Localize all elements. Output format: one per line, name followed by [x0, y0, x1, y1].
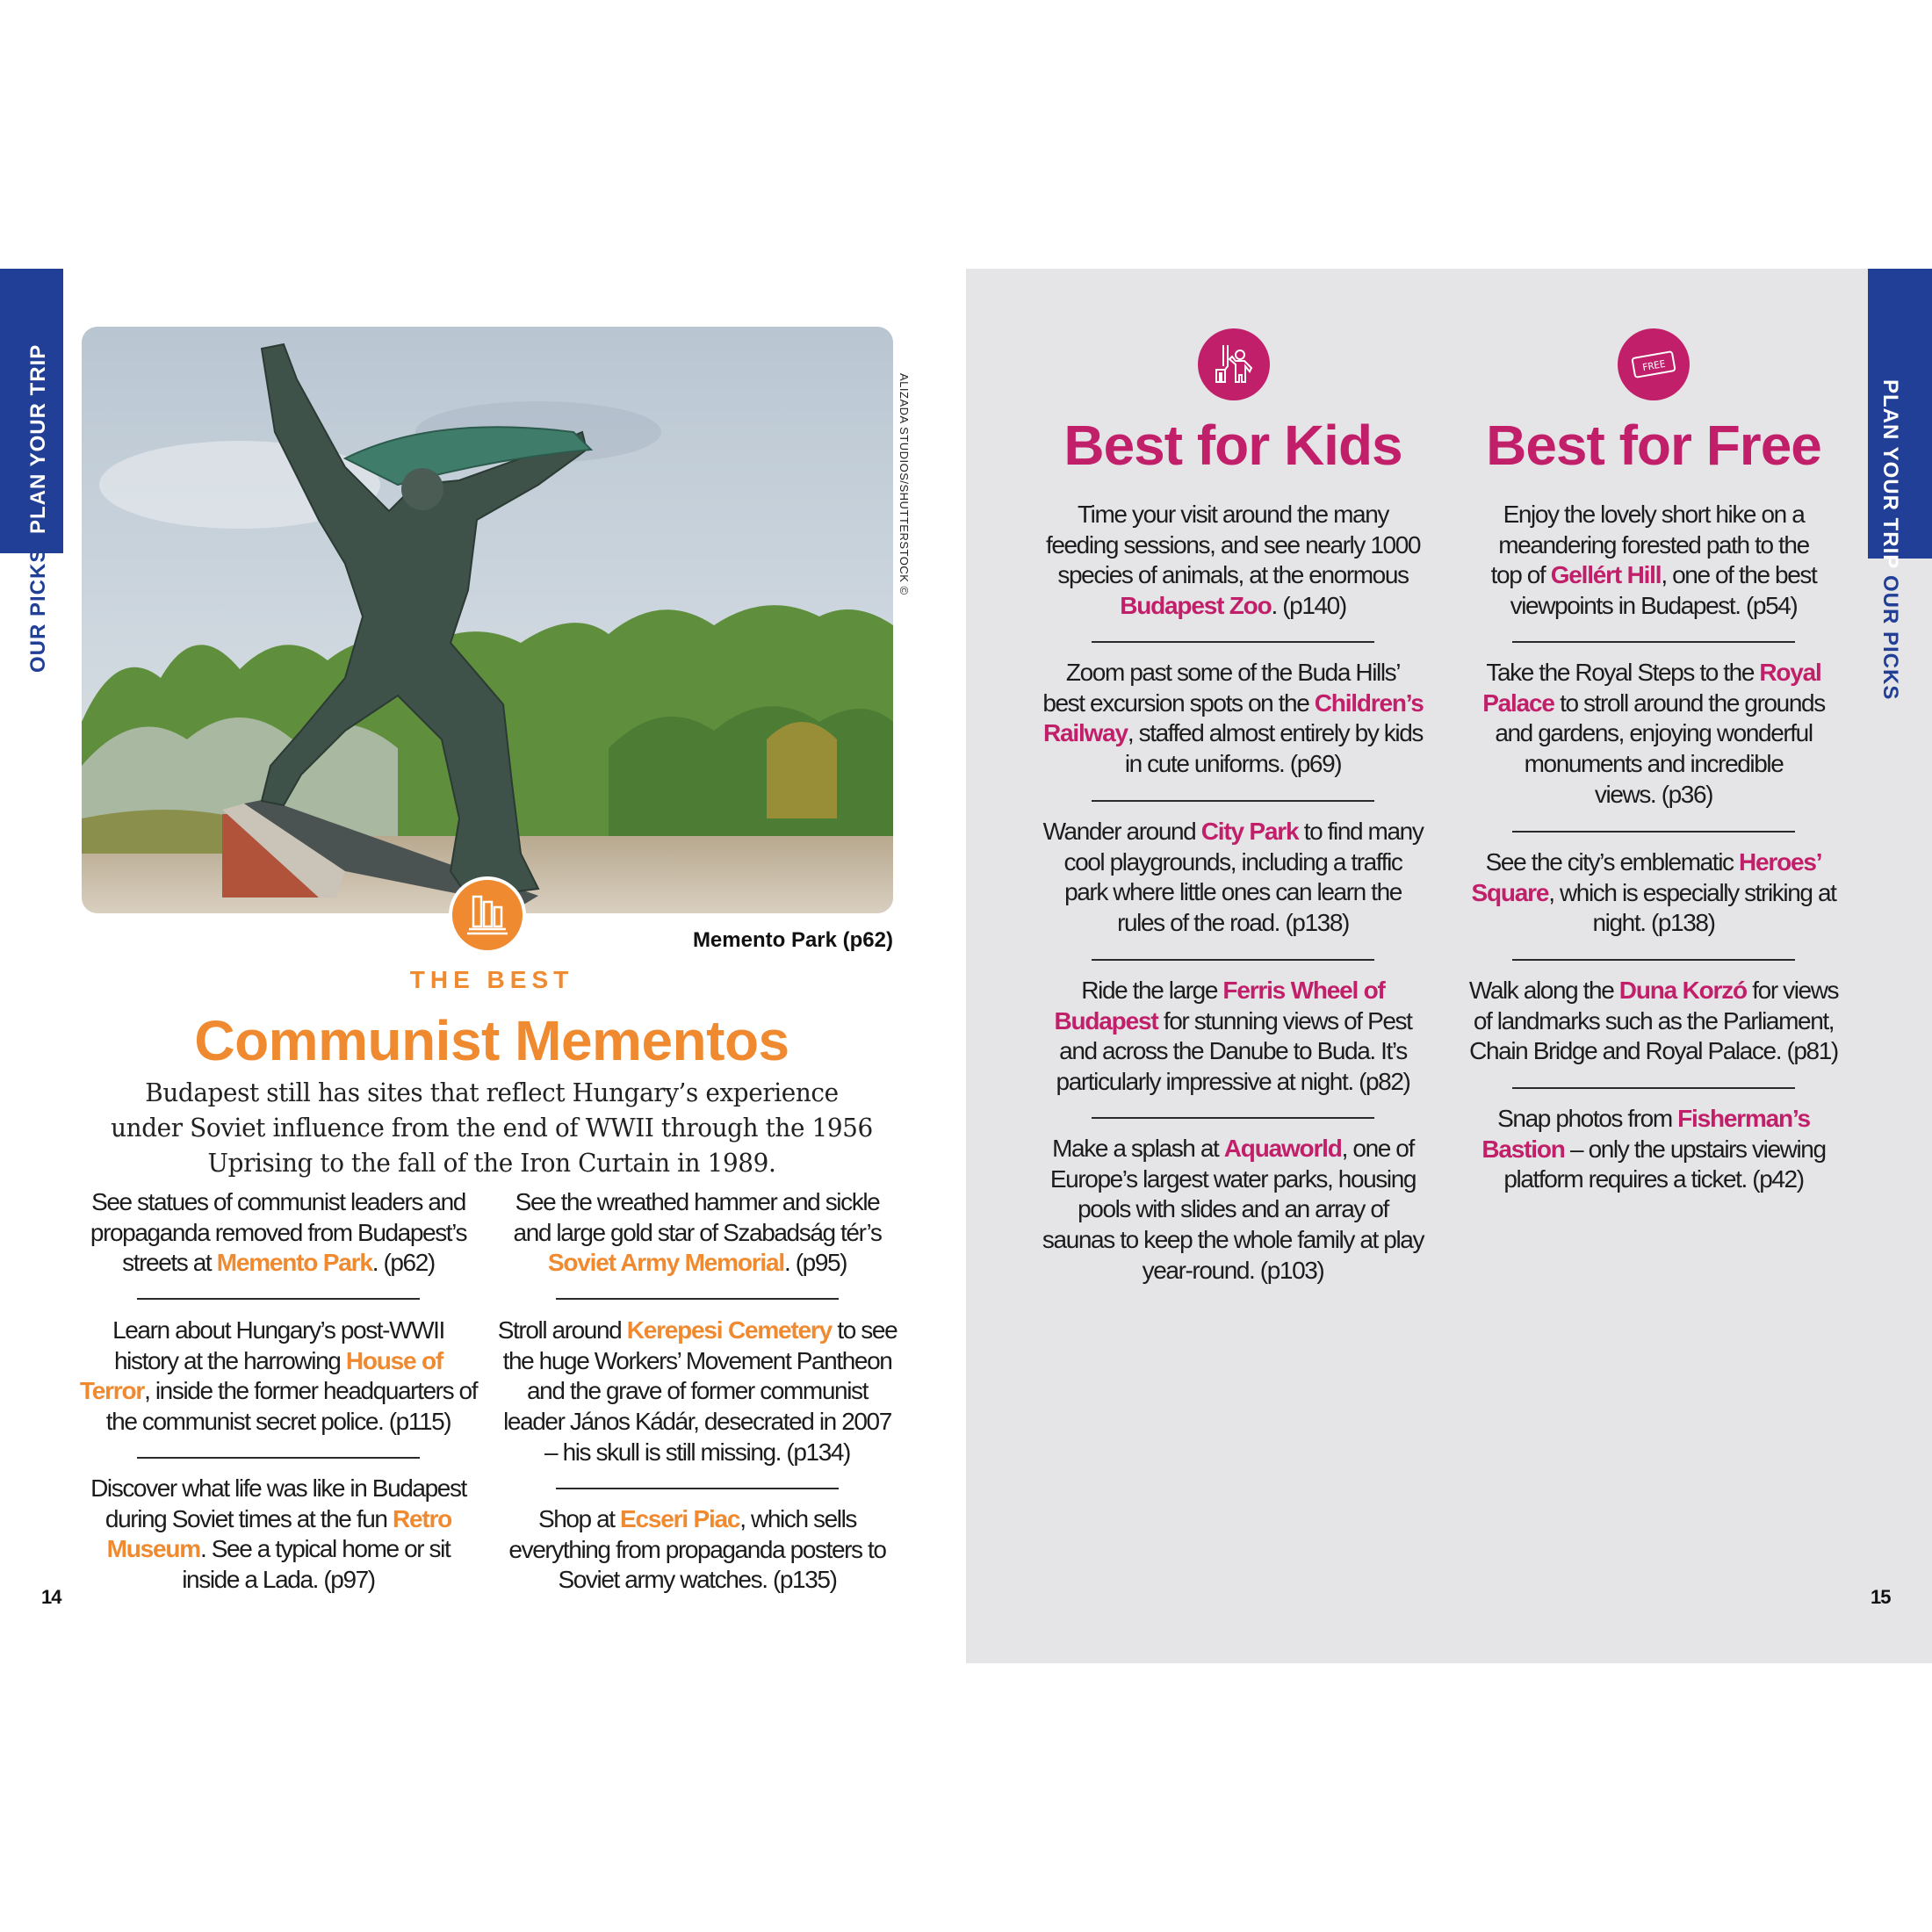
photo-credit: ALIZADA STUDIOS/SHUTTERSTOCK © [898, 373, 911, 595]
item-line [491, 1504, 904, 1535]
item-line [76, 1407, 480, 1438]
item-line [1027, 1134, 1439, 1164]
item-text: meandering forested path to the [1498, 530, 1809, 559]
place-link[interactable]: Retro [392, 1504, 452, 1532]
place-link[interactable]: City Park [1200, 818, 1299, 845]
item-text: , staffed almost entirely by kids [1127, 719, 1423, 747]
list-item [76, 1474, 480, 1596]
intro-paragraph [70, 1075, 913, 1180]
place-link[interactable]: Terror [79, 1377, 145, 1405]
item-text: Enjoy the lovely short hike on a [1503, 501, 1805, 528]
right-page-background [966, 269, 1932, 1663]
place-link[interactable]: Museum [106, 1535, 200, 1563]
item-line [1447, 688, 1860, 719]
place-link[interactable]: Fisherman’s [1677, 1105, 1810, 1132]
item-text: . (p95) [783, 1249, 847, 1277]
free-ticket-icon [1629, 347, 1678, 382]
item-line [1447, 878, 1860, 909]
place-link[interactable]: Memento Park [216, 1249, 372, 1277]
item-line [491, 1535, 904, 1566]
item-line [1447, 1135, 1860, 1165]
child-playground-icon [1209, 340, 1258, 389]
item-text: species of animals, at the enormous [1057, 561, 1409, 589]
item-text: Time your visit around the many [1078, 501, 1388, 528]
list-item [76, 1187, 480, 1279]
place-link[interactable]: Railway [1042, 719, 1128, 747]
item-text: the huge Workers’ Movement Pantheon [502, 1346, 892, 1374]
monument-icon [466, 893, 508, 937]
intro-line: under Soviet influence from the end of WWII through the 1956 [111, 1113, 873, 1143]
item-text: rules of the road. (p138) [1117, 909, 1349, 937]
item-text: during Soviet times at the fun [105, 1504, 393, 1532]
list-item [76, 1316, 480, 1438]
item-line [1447, 500, 1860, 530]
list-item [1027, 817, 1439, 939]
item-line [1447, 780, 1860, 811]
place-link[interactable]: Kerepesi Cemetery [626, 1316, 832, 1344]
list-item [1447, 1104, 1860, 1195]
item-text: See the wreathed hammer and sickle [515, 1188, 880, 1215]
free-title: Best for Free [1486, 414, 1821, 477]
item-line [491, 1438, 904, 1468]
item-text: , which sells [739, 1505, 857, 1532]
item-text: Shop at [537, 1505, 621, 1532]
item-text: , inside the former headquarters of [144, 1377, 478, 1405]
item-line [1447, 1104, 1860, 1135]
item-line [76, 1534, 480, 1565]
item-divider [137, 1457, 420, 1459]
item-line [1027, 500, 1439, 530]
item-divider [556, 1298, 839, 1300]
item-text: and across the Danube to Buda. It’s [1059, 1037, 1407, 1065]
page-title: Communist Mementos [194, 1009, 789, 1072]
statue-photo-illustration [82, 327, 893, 913]
item-line [1447, 847, 1860, 878]
item-line [76, 1376, 480, 1407]
item-text: and large gold star of Szabadság tér’s [513, 1218, 882, 1246]
item-text: See the city’s emblematic [1485, 848, 1739, 876]
item-text: . (p140) [1271, 592, 1346, 620]
item-text: best excursion spots on the [1042, 688, 1315, 717]
item-text: night. (p138) [1592, 909, 1715, 937]
item-text: See statues of communist leaders and [91, 1188, 465, 1215]
item-line [491, 1565, 904, 1596]
item-line [1447, 658, 1860, 688]
list-item [1447, 976, 1860, 1067]
item-line [1027, 1194, 1439, 1225]
item-divider [1092, 959, 1374, 961]
item-line [1447, 976, 1860, 1006]
list-item [1027, 658, 1439, 780]
item-line [1027, 817, 1439, 847]
item-text: , one of [1341, 1135, 1414, 1162]
item-line [1027, 1164, 1439, 1195]
item-line [1447, 560, 1860, 591]
item-text: , one of the best [1661, 561, 1817, 589]
item-text: feeding sessions, and see nearly 1000 [1045, 530, 1421, 559]
item-line [76, 1187, 480, 1218]
item-divider [1512, 1087, 1795, 1089]
place-link[interactable]: Children’s [1314, 688, 1424, 717]
place-link[interactable]: Ecseri Piac [620, 1505, 740, 1532]
item-line [1027, 1006, 1439, 1037]
item-divider [1512, 831, 1795, 833]
item-line [1447, 1036, 1860, 1067]
item-text: Zoom past some of the Buda Hills’ [1065, 659, 1401, 686]
item-text: views. (p36) [1594, 780, 1713, 808]
item-line [1027, 560, 1439, 591]
intro-line: Budapest still has sites that reflect Hungary’s experience [145, 1078, 839, 1107]
place-link[interactable]: Budapest Zoo [1120, 592, 1272, 620]
item-line [76, 1346, 480, 1377]
item-text: Walk along the [1468, 977, 1619, 1004]
place-link[interactable]: Bastion [1481, 1135, 1565, 1163]
item-text: leader János Kádár, desecrated in 2007 [503, 1408, 891, 1436]
item-line [76, 1248, 480, 1279]
item-text: viewpoints in Budapest. (p54) [1510, 592, 1798, 620]
item-text: and gardens, enjoying wonderful [1495, 719, 1813, 747]
item-line [1027, 1067, 1439, 1098]
item-line [1027, 1225, 1439, 1256]
item-text: inside a Lada. (p97) [182, 1566, 375, 1594]
free-icon-text: FREE [1641, 357, 1667, 374]
item-text: particularly impressive at night. (p82) [1056, 1068, 1410, 1096]
item-line [491, 1218, 904, 1249]
free-badge [1618, 328, 1690, 400]
item-text: , which is especially striking at [1548, 878, 1836, 906]
place-link[interactable]: Duna Korzó [1618, 977, 1747, 1004]
item-line [1027, 688, 1439, 719]
item-text: Ride the large [1081, 977, 1223, 1004]
left-tab-subsection-label: OUR PICKS [26, 547, 50, 673]
place-link[interactable]: Aquaworld [1223, 1135, 1342, 1162]
place-link[interactable]: House of [345, 1346, 443, 1374]
place-link[interactable]: Heroes’ [1739, 848, 1822, 876]
item-line [1027, 530, 1439, 561]
item-line [1447, 1164, 1860, 1195]
item-line [1447, 718, 1860, 749]
place-link[interactable]: Gellért Hill [1550, 561, 1662, 589]
item-text: park where little ones can learn the [1064, 878, 1402, 906]
item-line [1027, 749, 1439, 780]
list-item [1447, 500, 1860, 622]
list-item [1447, 847, 1860, 939]
item-text: everything from propaganda posters to [508, 1535, 886, 1563]
place-link[interactable]: Budapest [1054, 1006, 1158, 1034]
item-divider [137, 1298, 420, 1300]
item-text: – his skull is still missing. (p134) [544, 1438, 850, 1466]
item-text: saunas to keep the whole family at play [1042, 1226, 1424, 1254]
item-text: for stunning views of Pest [1157, 1006, 1412, 1034]
item-line [1447, 591, 1860, 622]
item-line [76, 1316, 480, 1346]
item-text: – only the upstairs viewing [1564, 1135, 1826, 1163]
item-text: Discover what life was like in Budapest [90, 1474, 466, 1502]
place-link[interactable]: Ferris Wheel of [1222, 977, 1385, 1004]
item-text: monuments and incredible [1524, 750, 1784, 778]
list-item [1027, 1134, 1439, 1286]
place-link[interactable]: Royal [1759, 659, 1821, 686]
item-text: and the grave of former communist [527, 1377, 868, 1405]
item-line [1027, 591, 1439, 622]
item-text: . See a typical home or sit [200, 1535, 451, 1563]
list-item [491, 1187, 904, 1279]
item-line [491, 1407, 904, 1438]
item-text: streets at [122, 1249, 217, 1277]
list-item [1027, 500, 1439, 622]
item-line [1447, 908, 1860, 939]
item-line [1027, 718, 1439, 749]
item-line [1027, 847, 1439, 878]
item-text: Wander around [1042, 818, 1201, 845]
item-line [76, 1474, 480, 1504]
item-divider [1092, 800, 1374, 802]
list-item [491, 1504, 904, 1596]
item-text: Snap photos from [1497, 1105, 1678, 1132]
list-item [491, 1316, 904, 1467]
place-link[interactable]: Square [1471, 878, 1549, 906]
item-text: Take the Royal Steps to the [1486, 659, 1760, 686]
left-tab-section-label: PLAN YOUR TRIP [26, 343, 50, 534]
item-divider [1512, 641, 1795, 643]
page-number-left: 14 [41, 1586, 61, 1608]
item-text: Stroll around [497, 1316, 627, 1344]
item-text: . (p62) [371, 1249, 435, 1277]
item-text: to see [831, 1316, 898, 1344]
item-line [76, 1218, 480, 1249]
item-line [1447, 1006, 1860, 1037]
item-text: propaganda removed from Budapest’s [90, 1218, 467, 1246]
item-text: Chain Bridge and Royal Palace. (p81) [1469, 1037, 1838, 1065]
item-text: Learn about Hungary’s post-WWII [112, 1316, 444, 1344]
item-line [76, 1565, 480, 1596]
right-tab-section-label: PLAN YOUR TRIP [1878, 379, 1902, 570]
item-text: cool playgrounds, including a traffic [1063, 847, 1402, 876]
kids-title: Best for Kids [1063, 414, 1402, 477]
item-line [491, 1346, 904, 1377]
place-link[interactable]: Palace [1482, 688, 1554, 717]
item-line [76, 1504, 480, 1535]
intro-line: Uprising to the fall of the Iron Curtain in 1989. [207, 1148, 776, 1178]
item-text: to find many [1298, 818, 1424, 845]
item-text: Make a splash at [1052, 1135, 1224, 1162]
category-badge [449, 876, 526, 954]
right-tab-subsection-label: OUR PICKS [1878, 575, 1902, 701]
photo-caption: Memento Park (p62) [692, 928, 893, 952]
item-line [1027, 658, 1439, 688]
item-line [1447, 749, 1860, 780]
item-text: history at the harrowing [113, 1346, 346, 1374]
item-divider [1092, 641, 1374, 643]
item-divider [556, 1488, 839, 1489]
item-text: of landmarks such as the Parliament, [1473, 1006, 1835, 1034]
memento-park-photo [82, 327, 893, 913]
item-text: Europe’s largest water parks, housing [1049, 1164, 1417, 1193]
item-text: to stroll around the grounds [1554, 688, 1825, 717]
item-line [491, 1376, 904, 1407]
item-line [1027, 1036, 1439, 1067]
item-text: Soviet army watches. (p135) [558, 1566, 837, 1594]
place-link[interactable]: Soviet Army Memorial [547, 1249, 784, 1277]
item-text: the communist secret police. (p115) [105, 1408, 451, 1436]
item-divider [1512, 959, 1795, 961]
item-line [491, 1248, 904, 1279]
item-text: pools with slides and an array of [1078, 1195, 1388, 1223]
item-line [1027, 877, 1439, 908]
item-text: in cute uniforms. (p69) [1124, 750, 1342, 778]
item-text: top of [1490, 561, 1551, 589]
item-text: platform requires a ticket. (p42) [1503, 1165, 1804, 1193]
item-divider [1092, 1117, 1374, 1119]
section-kicker: THE BEST [409, 966, 574, 993]
item-line [491, 1187, 904, 1218]
item-line [1027, 908, 1439, 939]
item-text: for views [1746, 977, 1839, 1004]
page-number-right: 15 [1871, 1586, 1891, 1608]
list-item [1447, 658, 1860, 810]
item-line [1027, 1256, 1439, 1287]
item-line [1447, 530, 1860, 561]
list-item [1027, 976, 1439, 1098]
item-line [491, 1316, 904, 1346]
item-text: year-round. (p103) [1142, 1256, 1324, 1284]
kids-badge [1198, 328, 1270, 400]
item-line [1027, 976, 1439, 1006]
